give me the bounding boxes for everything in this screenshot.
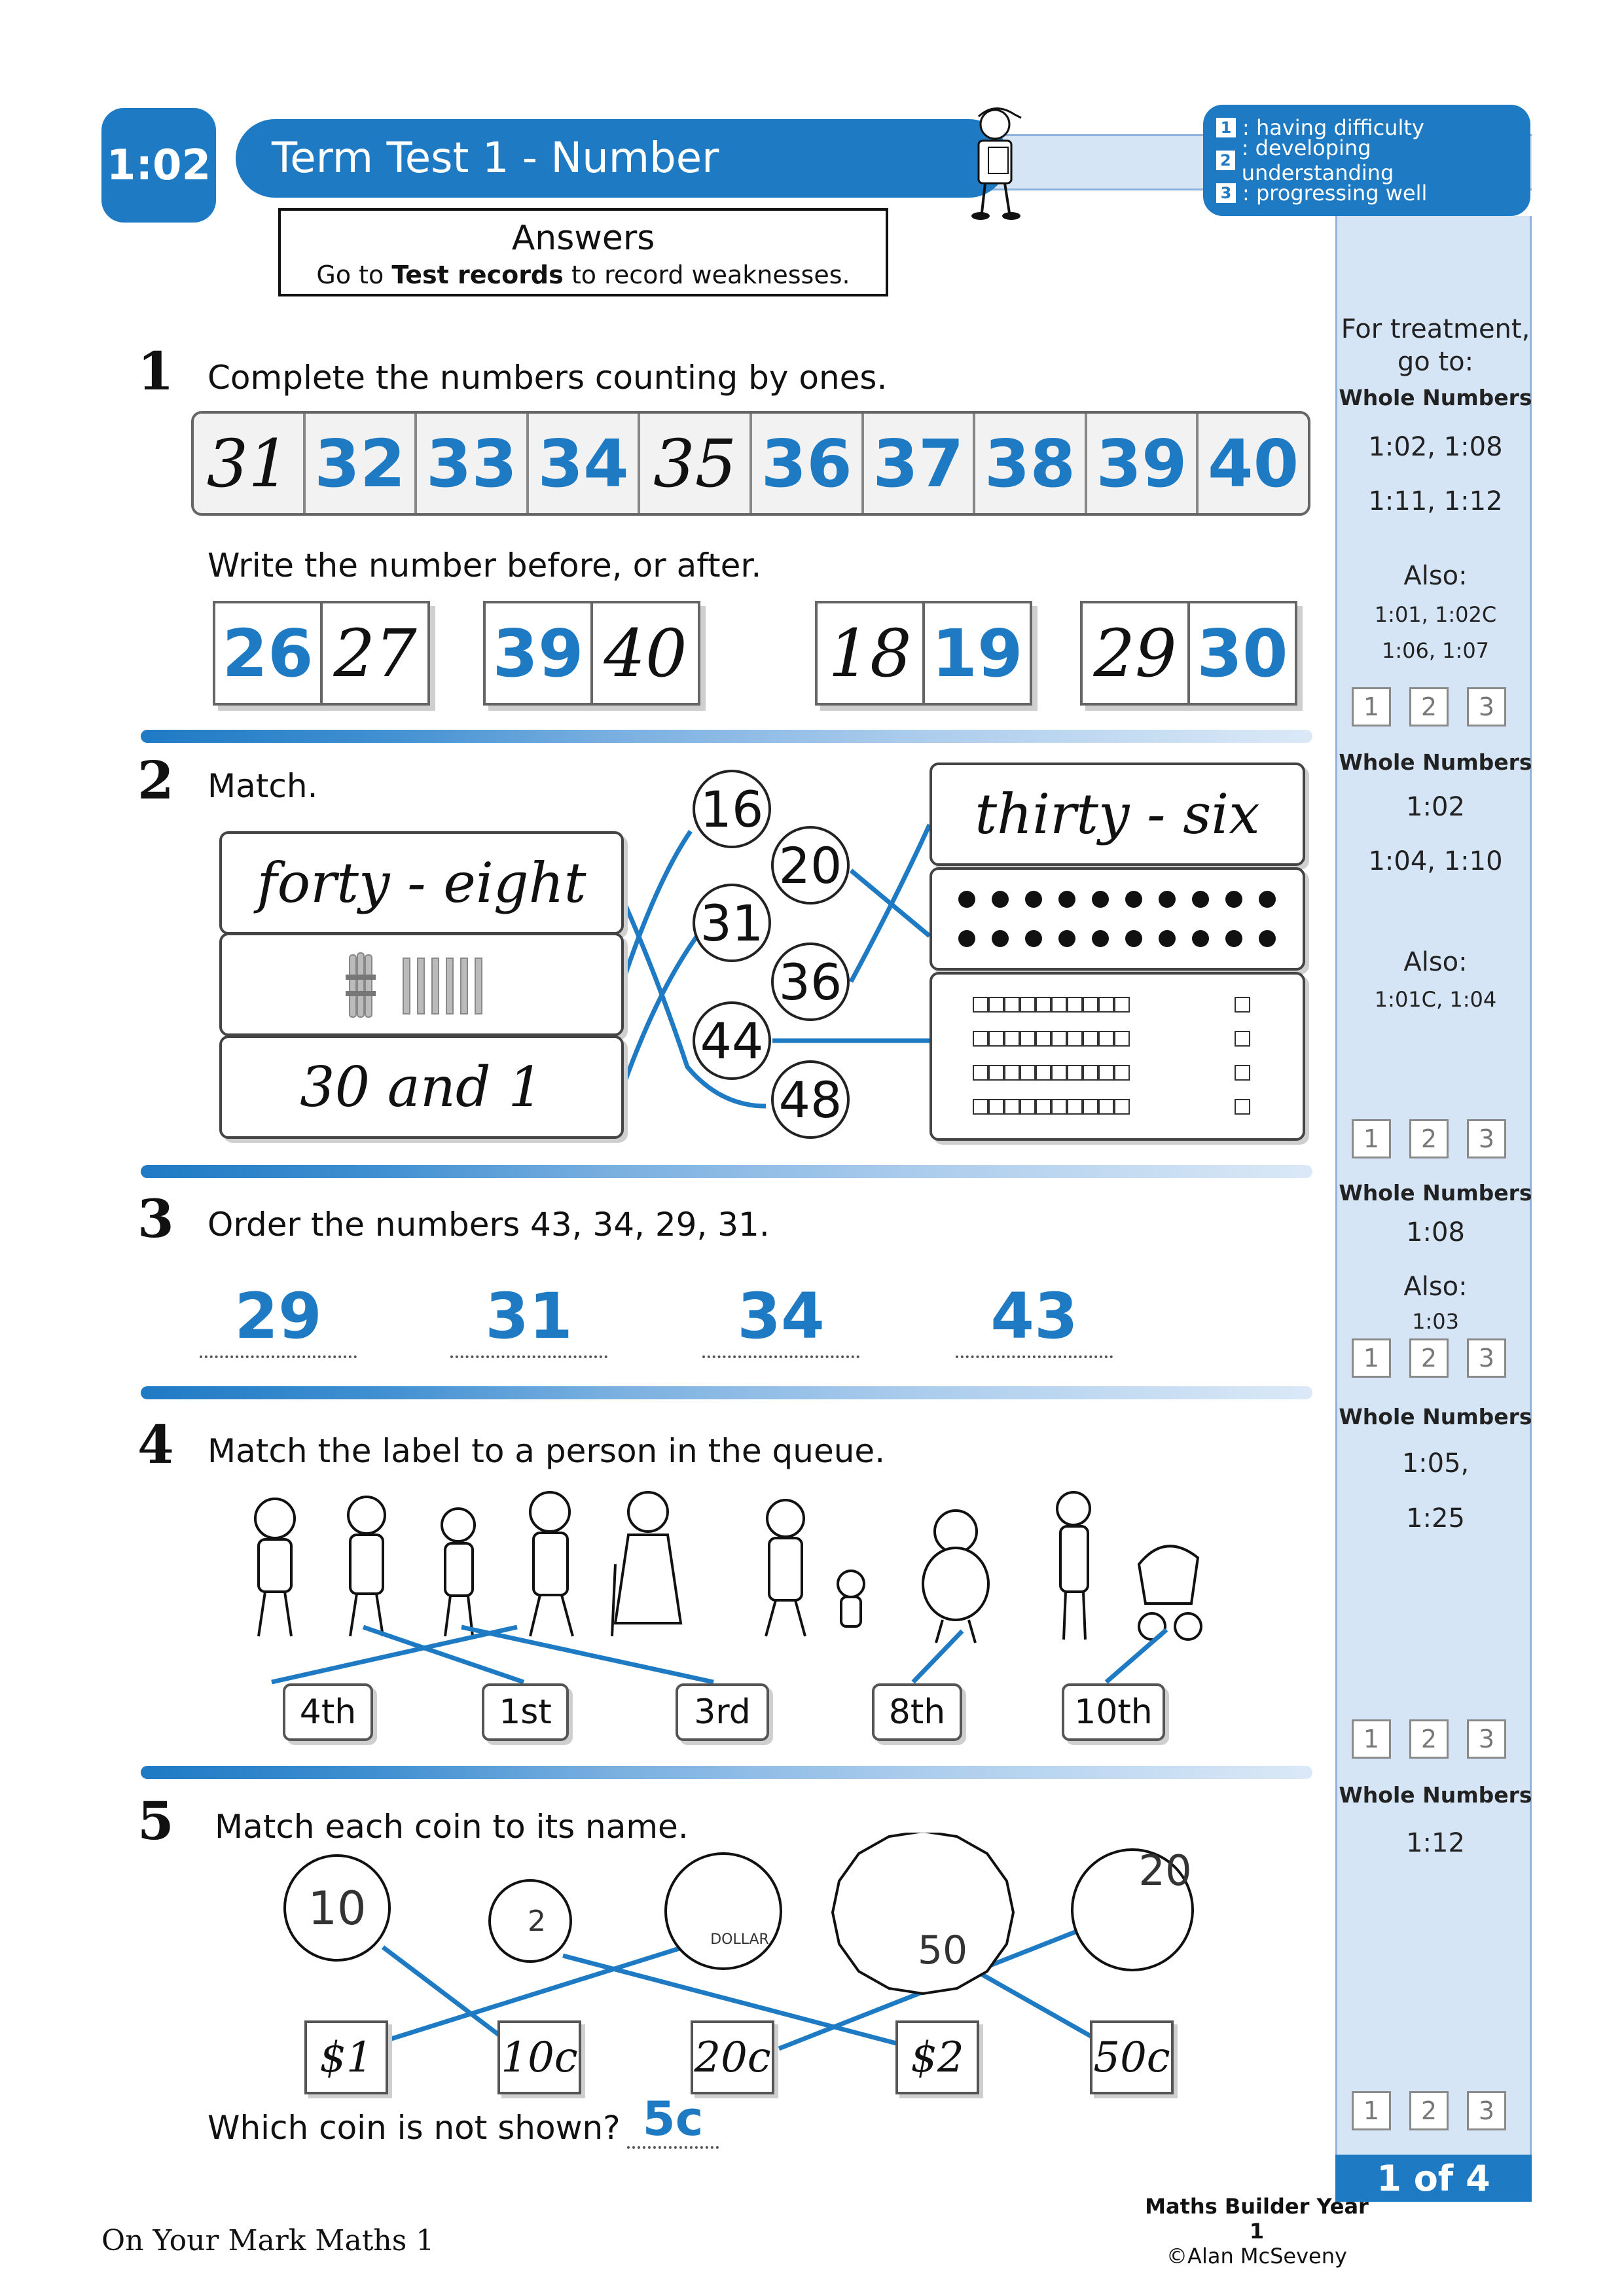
coin-text: 50 [917,1928,968,1973]
order-answer[interactable]: 34 [702,1280,859,1358]
legend-label: : having difficulty [1242,115,1424,140]
s2-line2: 1:04, 1:10 [1368,846,1503,876]
score-box[interactable]: 2 [1409,2091,1449,2130]
match-line [913,1631,962,1682]
dot [992,930,1009,947]
legend-num: 1 [1216,118,1236,137]
s4-line2: 1:25 [1406,1503,1465,1534]
dot [992,891,1009,908]
coin-label[interactable]: 50c [1090,2020,1174,2094]
section-code-badge: 1:02 [101,108,216,223]
page-number: 1 of 4 [1335,2155,1532,2202]
score-box[interactable]: 1 [1352,1119,1391,1158]
dot [1192,930,1209,947]
coin-text: DOLLAR [710,1931,769,1948]
coin-label[interactable]: 20c [691,2020,774,2094]
match-card-blocks [929,972,1305,1141]
question-text: Match the label to a person in the queue. [208,1432,886,1470]
question-text: Which coin is not shown? [208,2109,621,2147]
count-cell[interactable]: 32 [306,414,418,513]
s4-head: Whole Numbers [1339,1404,1532,1429]
score-boxes-q2 [1352,1119,1506,1158]
count-cell[interactable]: 34 [529,414,641,513]
count-cell[interactable]: 36 [752,414,864,513]
treatment-line2: go to: [1397,347,1474,377]
question-number: 1 [137,340,174,402]
s4-line1: 1:05, [1401,1448,1470,1479]
dot [1159,930,1176,947]
score-boxes-q3 [1352,1338,1506,1378]
s1-head: Whole Numbers [1339,385,1532,410]
pair-given: 27 [333,615,417,692]
test-records-link[interactable]: Test records [391,260,564,289]
s2-also: Also: [1403,947,1468,977]
match-card-words-right [929,762,1305,866]
pair-answer[interactable]: 39 [486,603,593,703]
number-circle: 36 [771,942,850,1021]
score-box[interactable]: 3 [1467,2091,1506,2130]
footer-credits [1139,2194,1375,2269]
s2-head: Whole Numbers [1339,749,1532,775]
coin-label[interactable]: $1 [304,2020,388,2094]
match-card-phrase [219,1035,624,1139]
dot [1025,930,1042,947]
pair-given: 40 [604,615,687,692]
s3-head: Whole Numbers [1339,1180,1532,1206]
score-box[interactable]: 1 [1352,1338,1391,1378]
question-text: Write the number before, or after. [208,547,762,584]
unit-cube [1235,1066,1250,1080]
question-number: 3 [137,1188,174,1249]
score-box[interactable]: 3 [1467,1338,1506,1378]
s5-head: Whole Numbers [1339,1782,1532,1808]
queue-label[interactable]: 8th [872,1683,962,1741]
score-box[interactable]: 3 [1467,1719,1506,1759]
s1-line2: 1:11, 1:12 [1368,486,1503,516]
section-divider [141,1766,1312,1779]
footer-author: ©Alan McSeveny [1166,2244,1347,2269]
coin-label[interactable]: 10c [497,2020,581,2094]
s1-also1: 1:01, 1:02C [1374,602,1497,627]
coin-text: 2 [528,1905,546,1938]
s3-line1: 1:08 [1406,1217,1465,1247]
ten-rod [973,1066,1129,1080]
s2-also1: 1:01C, 1:04 [1374,987,1497,1012]
dot [1058,891,1075,908]
number-circle: 48 [771,1060,850,1139]
score-boxes-q4 [1352,1719,1506,1759]
count-cell: 31 [194,414,306,513]
score-box[interactable]: 2 [1409,1119,1449,1158]
footer-series: Maths Builder Year 1 [1145,2194,1369,2244]
queue-label[interactable]: 3rd [676,1683,769,1741]
s3-also1: 1:03 [1412,1309,1459,1334]
section-divider [141,1165,1312,1178]
number-circle: 44 [693,1001,771,1080]
coin-text: 10 [308,1882,367,1935]
dot [1092,891,1109,908]
order-answer[interactable]: 31 [450,1280,607,1358]
unit-cube [1235,1031,1250,1046]
section-divider [141,1386,1312,1399]
number-circle: 31 [693,884,771,962]
match-card-dots [929,867,1305,971]
score-box[interactable]: 2 [1409,1719,1449,1759]
queue-label[interactable]: 4th [283,1683,373,1741]
count-cell[interactable]: 33 [417,414,529,513]
count-cell[interactable]: 39 [1087,414,1199,513]
dot [1092,930,1109,947]
match-card-text: forty - eight [257,851,586,915]
question-number: 4 [137,1414,174,1475]
count-cell[interactable]: 37 [864,414,976,513]
match-line [851,825,929,982]
answers-sub-post: to record weaknesses. [563,260,850,289]
question-text: Order the numbers 43, 34, 29, 31. [208,1206,770,1244]
missing-coin-answer[interactable]: 5c [627,2091,719,2149]
one-dollar-coin-icon [666,1854,781,1969]
ten-rod [973,1100,1129,1114]
s5-line1: 1:12 [1406,1828,1465,1858]
queue-label[interactable]: 10th [1062,1683,1165,1741]
score-box[interactable]: 3 [1467,687,1506,726]
legend-label: : developing understanding [1241,135,1394,185]
score-boxes-q5 [1352,2091,1506,2130]
s2-line1: 1:02 [1406,792,1465,822]
unit-cube [1235,997,1250,1012]
unit-cube [1235,1100,1250,1114]
question-text: Match. [208,767,318,805]
number-circle: 20 [771,826,850,905]
treatment-line1: For treatment, [1341,314,1530,344]
score-box[interactable]: 2 [1409,687,1449,726]
legend-num: 3 [1216,183,1236,203]
coin-text: 20 [1138,1847,1192,1895]
dots-array-icon [947,880,1288,958]
dot [1259,930,1276,947]
dot [1225,930,1242,947]
s1-also: Also: [1403,561,1468,591]
score-box[interactable]: 1 [1352,1719,1391,1759]
answers-sub-pre: Go to [316,260,392,289]
footer-book-title: On Your Mark Maths 1 [101,2224,435,2257]
pair-answer[interactable]: 26 [215,603,323,703]
question-number: 2 [137,749,174,811]
base-ten-blocks-icon [947,984,1288,1128]
number-circle: 16 [693,770,771,848]
question-text: Complete the numbers counting by ones. [208,359,888,397]
page-title: Term Test 1 - Number [236,119,1008,198]
pair-answer[interactable]: 19 [931,615,1023,692]
match-card-text: thirty - six [975,782,1260,846]
match-card-text: 30 and 1 [300,1055,543,1119]
count-cell: 35 [640,414,752,513]
match-card-words [219,831,624,935]
score-box[interactable]: 1 [1352,687,1391,726]
queue-label[interactable]: 1st [482,1683,569,1741]
dot [1259,891,1276,908]
question-number: 5 [137,1790,174,1852]
s3-also: Also: [1403,1272,1468,1302]
sticks-bundle-icon [323,945,520,1024]
dot [1125,930,1142,947]
pair-given: 18 [818,603,925,703]
count-cell[interactable]: 40 [1208,425,1299,502]
dot [1159,891,1176,908]
score-boxes-q1 [1352,687,1506,726]
legend-num: 2 [1216,151,1235,170]
order-answer[interactable]: 43 [956,1280,1113,1358]
answers-title: Answers [511,219,655,258]
order-answer[interactable]: 29 [200,1280,357,1358]
dot [1058,930,1075,947]
ten-rod [973,997,1129,1012]
dot [1192,891,1209,908]
s1-line1: 1:02, 1:08 [1368,432,1503,462]
count-cell[interactable]: 38 [975,414,1087,513]
score-box[interactable]: 1 [1352,2091,1391,2130]
s1-also2: 1:06, 1:07 [1381,638,1490,663]
pair-given: 29 [1083,603,1190,703]
dot [1125,891,1142,908]
ten-rod [973,1031,1129,1046]
coin-label[interactable]: $2 [895,2020,979,2094]
match-line [1106,1630,1166,1682]
dot [1025,891,1042,908]
pair-answer[interactable]: 30 [1197,615,1288,692]
match-card-sticks [219,933,624,1036]
question-text: Match each coin to its name. [215,1808,689,1846]
dot [958,891,975,908]
treatment-sidebar [1335,216,1532,2186]
score-box[interactable]: 3 [1467,1119,1506,1158]
score-box[interactable]: 2 [1409,1338,1449,1378]
dot [1225,891,1242,908]
dot [958,930,975,947]
legend-label: : progressing well [1242,181,1428,206]
